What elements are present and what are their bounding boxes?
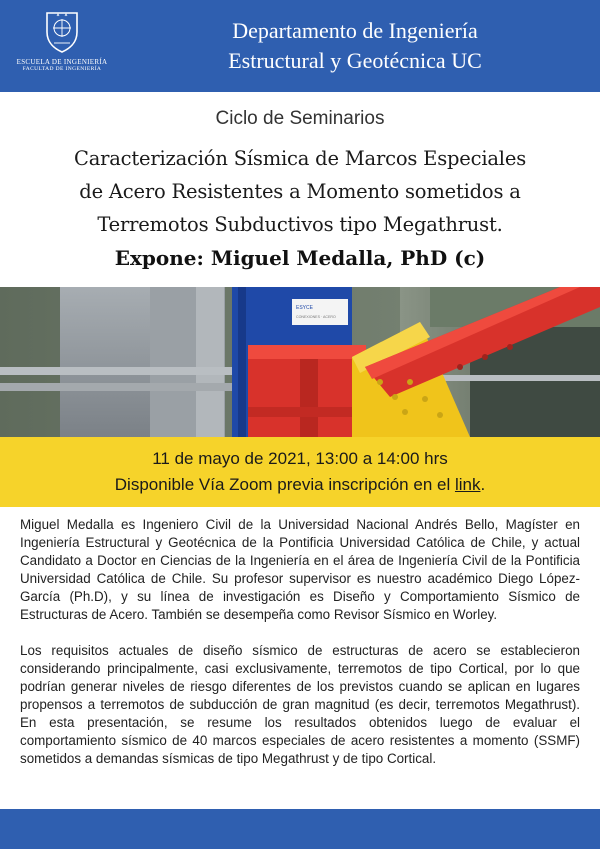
seminar-series: Ciclo de Seminarios [215, 108, 385, 129]
title-line-2: de Acero Resistentes a Momento sometidos a [79, 180, 521, 203]
department-title [120, 16, 590, 76]
registration-link[interactable]: link [454, 475, 481, 494]
description [20, 516, 580, 786]
department-line-1: Departamento de Ingeniería [232, 18, 478, 43]
seminar-title [10, 142, 590, 241]
sign-brand: ESYCE [296, 305, 313, 311]
event-date: 11 de mayo de 2021, 13:00 a 14:00 hrs [152, 449, 448, 468]
logo-faculty-name: FACULTAD DE INGENIERÍA [22, 66, 102, 72]
zoom-text: Disponible Vía Zoom previa inscripción en el [114, 475, 455, 494]
speaker-bio: Miguel Medalla es Ingeniero Civil de la Universidad Nacional Andrés Bello, Magíster en Ingeniería Estructural y Geotécnica de la Pontificia Universidad Católica de Chile, y actual Candidato a Doctor en Ciencias de la Ingeniería en el área de Ingeniería Civil de la Pontificia Universidad Católica de Chile. Su profesor supervisor es nuestro académico Diego López-García (Ph.D), y su línea de investigación es Diseño y Comportamiento Sísmico de Estructuras de Acero. También se desempeña como Revisor Sísmico en Worley. [20, 517, 580, 622]
footer-banner [0, 809, 600, 849]
photo-illustration [0, 287, 600, 437]
logo-school-name: ESCUELA DE INGENIERÍA [16, 58, 108, 66]
header-banner [0, 0, 600, 92]
title-line-1: Caracterización Sísmica de Marcos Especiales [73, 147, 526, 170]
event-info-band [0, 437, 600, 507]
talk-abstract: Los requisitos actuales de diseño sísmico de estructuras de acero se establecieron considerando principalmente, casi exclusivamente, terremotos de tipo Cortical, por lo que podrían generar niveles de riesgo diferentes de los previstos cuando se aplican en lugares propensos a terremotos de subducción de gran magnitud (es decir, terremotos Megathrust). En esta presentación, se resume los resultados obtenidos luego de evaluar el comportamiento sísmico de 40 marcos especiales de acero resistentes a momento (SSMF) sometidos a demandas sísmicas de tipo Megathrust y de tipo Cortical. [20, 643, 580, 766]
department-line-2: Estructural y Geotécnica UC [228, 48, 482, 73]
sign-caption: CONEXIONES · ACERO [296, 315, 336, 319]
speaker-line: Expone: Miguel Medalla, PhD (c) [114, 246, 486, 270]
university-logo [12, 10, 112, 82]
steel-connection-photo [0, 287, 600, 437]
zoom-availability [0, 475, 600, 495]
zoom-end: . [480, 475, 486, 494]
title-line-3: Terremotos Subductivos tipo Megathrust. [97, 213, 503, 236]
shield-icon [45, 10, 79, 54]
